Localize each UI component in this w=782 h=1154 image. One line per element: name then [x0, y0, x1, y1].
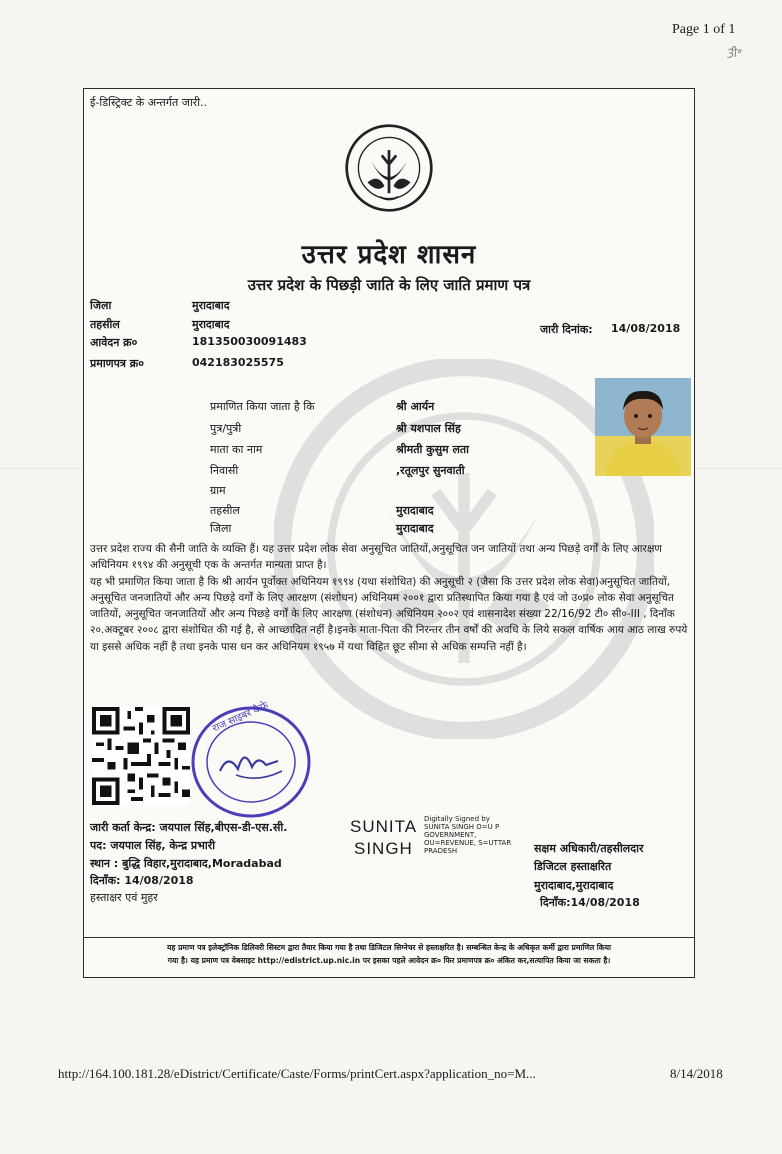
body-paragraph-2: यह भी प्रमाणित किया जाता है कि श्री आर्यन पूर्वोक्त अधिनियम १९९४ (यथा संशोधित) की अनुसूची २ (जैसा कि उत्तर प्रदेश लोक सेवा)अनुसूचित जातियों, अनुसूचित जनजातियों और अन्य पिछड़े वर्गों के लिए आरक्षण (संशोधन) अधिनियम २००१ द्वारा प्रतिस्थापित किया गया है एवं जो उ०प्र० लोक सेवा अनुसूचित जातियों, अनुसूचित जनजातियों और अन्य पिछड़े वर्गों के लिए आरक्षण (संशोधन) अधिनियम २००२ एवं शासनादेश संख्या 22/16/92 टी० सी०-III , दिनाँक २०.अक्टूबर २००८ द्वारा संशोधित की गई है, से आच्छादित नहीं है।इनके माता-पिता की निरन्तर तीन वर्षों की अवधि के लिये सकल वार्षिक आय आठ लाख रुपये या इससे अधिक नहीं है तथा इनके पास धन कर अधिनियम १९५७ में यथा विहित छूट सीमा से अधिक सम्पत्ति नहीं है।: [90, 575, 688, 653]
tehsil-label: तहसील: [90, 318, 120, 331]
certificate-footer: [90, 941, 688, 967]
resident-label: निवासी: [210, 464, 239, 477]
application-no-value: 181350030091483: [192, 335, 307, 348]
issue-date-value: 14/08/2018: [611, 322, 681, 335]
applicant-name: श्री आर्यन: [396, 400, 435, 413]
detail-tehsil-label: तहसील: [210, 504, 240, 517]
resident-value: ,रतूलपुर सुनवाती: [396, 464, 465, 477]
certificate-no-label: प्रमाणपत्र क्र०: [90, 357, 144, 370]
village-label: ग्राम: [210, 484, 226, 497]
issue-date-label: जारी दिनांक:: [540, 323, 593, 336]
detail-district-value: मुरादाबाद: [396, 522, 434, 535]
issuer-sign-label: हस्ताक्षर एवं मुहर: [90, 891, 158, 904]
person-photo-icon: [595, 378, 691, 476]
seal-text: राज साइबर कैफे: [210, 700, 271, 735]
detail-tehsil-value: मुरादाबाद: [396, 504, 434, 517]
edistrict-note: ई-डिस्ट्रिक्ट के अन्तर्गत जारी..: [90, 96, 208, 109]
centre-seal: [188, 703, 314, 821]
footer-line-1: यह प्रमाण पत्र इलेक्ट्रॉनिक डिलिवरी सिस्टम द्वारा तैयार किया गया है तथा डिजिटल सिग्नेचर से हस्ताक्षरित है। सम्बन्धित केन्द्र के अधिकृत कर्मी द्वारा प्रमाणित किया: [167, 943, 611, 952]
certificate-frame: [83, 88, 695, 978]
parent-label: पुत्र/पुत्री: [210, 422, 242, 435]
issuer-place: स्थान : बुद्धि विहार,मुरादाबाद,Moradabad: [90, 857, 282, 870]
seal-stamp-icon: [188, 703, 314, 821]
footer-line-2: गया है। यह प्रमाण पत्र वेबसाइट http://edistrict.up.nic.in पर इसका पहले आवेदन क्र० फिर प्रमाणपत्र क्र० अंकित कर,सत्यापित किया जा सकता है।: [167, 956, 611, 965]
body-paragraph-1: उत्तर प्रदेश राज्य की सैनी जाति के व्यक्ति हैं। यह उत्तर प्रदेश लोक सेवा अनुसूचित जातियों,अनुसूचित जन जातियों तथा अन्य पिछड़े वर्गों के लिए आरक्षण अधिनियम १९९४ की अनुसूची एक के अन्तर्गत मान्यता प्राप्त है।: [90, 543, 662, 572]
qr-code-icon: [92, 707, 190, 805]
application-no-label: आवेदन क्र०: [90, 336, 138, 349]
certificate-title: उत्तर प्रदेश के पिछड़ी जाति के लिए जाति प्रमाण पत्र: [247, 276, 531, 294]
footer-divider: [84, 937, 694, 938]
district-value: मुरादाबाद: [192, 299, 230, 312]
authority-date: दिनाँक:14/08/2018: [540, 896, 640, 909]
issuer-post: पद: जयपाल सिंह, केन्द्र प्रभारी: [90, 839, 216, 852]
page-number: Page 1 of 1: [672, 22, 736, 37]
mother-label: माता का नाम: [210, 443, 263, 456]
authority-signed: डिजिटल हस्ताक्षरित: [534, 860, 612, 873]
father-name: श्री यशपाल सिंह: [396, 422, 461, 435]
up-emblem-icon: [344, 123, 434, 213]
digital-signature-details: Digitally Signed by SUNITA SINGH O=U P GOVERNMENT, OU=REVENUE, S=UTTAR PRADESH: [424, 815, 512, 855]
tehsil-value: मुरादाबाद: [192, 318, 230, 331]
authority-title: सक्षम अधिकारी/तहसीलदार: [534, 842, 644, 855]
print-url: http://164.100.181.28/eDistrict/Certificate/Caste/Forms/printCert.aspx?application_no=M...: [58, 1066, 536, 1081]
district-label: जिला: [90, 299, 112, 312]
issuer-centre: जारी कर्ता केन्द्र: जयपाल सिंह,बीएस-डी-एस.सी.: [90, 821, 288, 834]
print-date: 8/14/2018: [670, 1066, 723, 1081]
certificate-body: [90, 541, 688, 655]
certificate-no-value: 042183025575: [192, 356, 284, 369]
signer-name-line1: SUNITA: [350, 817, 418, 836]
issuer-date: दिनाँक: 14/08/2018: [90, 874, 194, 887]
applicant-photo: [595, 378, 691, 476]
signer-name-line2: SINGH: [354, 839, 413, 858]
detail-district-label: जिला: [210, 522, 232, 535]
handwritten-note: 3ी॰: [725, 45, 743, 61]
mother-name: श्रीमती कुसुम लता: [396, 443, 470, 456]
authority-place: मुरादाबाद,मुरादाबाद: [534, 879, 614, 892]
certify-label: प्रमाणित किया जाता है कि: [210, 400, 315, 413]
government-title: उत्तर प्रदेश शासन: [301, 240, 477, 270]
